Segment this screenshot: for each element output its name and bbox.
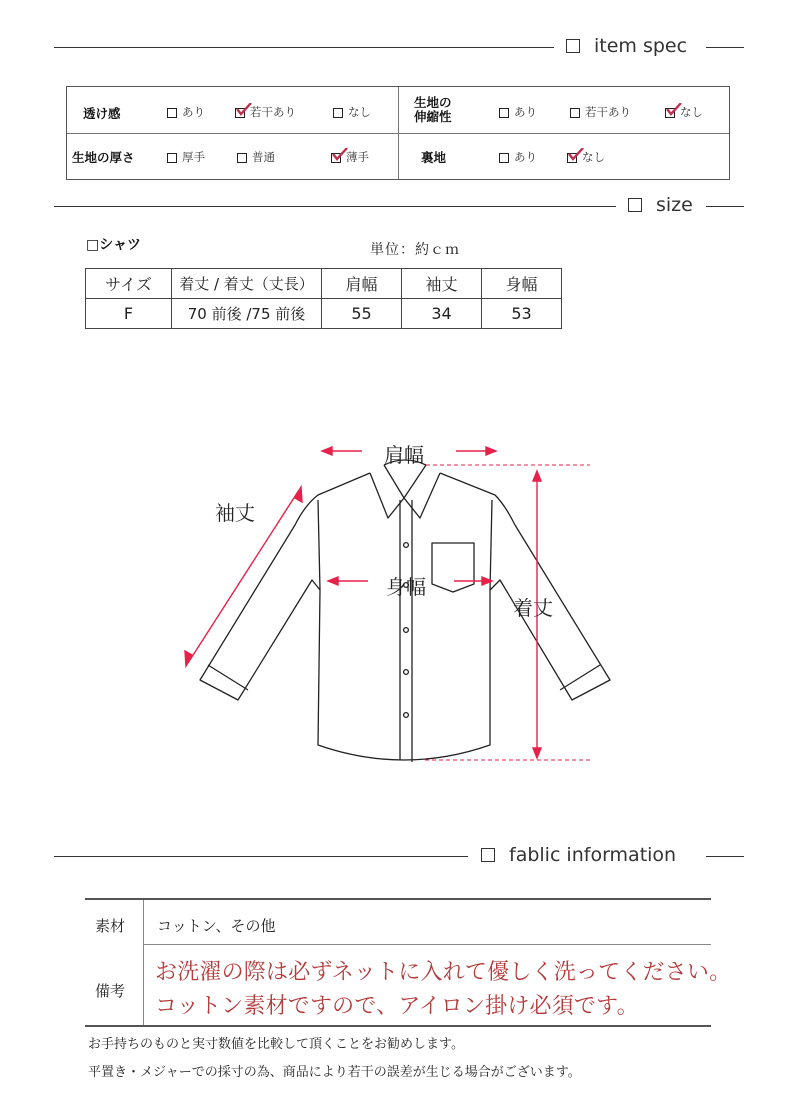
divider — [85, 1025, 711, 1027]
label-chest: 身幅 — [386, 575, 426, 599]
label-length: 着丈 — [513, 596, 553, 620]
fabric-heading: fablic information — [481, 844, 676, 866]
remarks-label: 備考 — [95, 982, 126, 1000]
table-cell: 55 — [322, 299, 402, 329]
table-header: 肩幅 — [322, 269, 402, 299]
divider — [85, 898, 711, 900]
table-header: 袖丈 — [402, 269, 482, 299]
label-sleeve: 袖丈 — [215, 501, 255, 525]
spec-option[interactable]: 若干あり — [570, 105, 631, 119]
spec-option[interactable]: なし — [567, 150, 605, 164]
checkbox-icon[interactable] — [570, 108, 580, 118]
material-value: コットン、その他 — [157, 917, 276, 935]
checkbox-checked-icon[interactable] — [567, 153, 577, 163]
note-line-2: 平置き・メジャーでの採寸の為、商品により若干の誤差が生じる場合がございます。 — [88, 1065, 581, 1080]
table-cell: 70 前後 /75 前後 — [172, 299, 322, 329]
checkbox-icon[interactable] — [499, 153, 509, 163]
item-spec-table — [66, 86, 730, 180]
checkbox-checked-icon[interactable] — [331, 153, 341, 163]
remarks-line-1: お洗濯の際は必ずネットに入れて優しく洗ってください。 — [155, 960, 732, 985]
checkbox-icon[interactable] — [237, 153, 247, 163]
size-table-title: □シャツ — [86, 237, 141, 253]
checkbox-checked-icon[interactable] — [235, 108, 245, 118]
spec-option[interactable]: なし — [333, 105, 371, 119]
table-row — [86, 269, 562, 299]
spec-option[interactable]: 普通 — [237, 150, 275, 164]
table-cell: F — [86, 299, 172, 329]
size-rule-left — [54, 206, 616, 207]
checkbox-icon[interactable] — [167, 108, 177, 118]
table-row — [86, 299, 562, 329]
spec-option[interactable]: 若干あり — [235, 105, 296, 119]
item-spec-rule-right — [706, 47, 744, 48]
spec-option[interactable]: 薄手 — [331, 150, 369, 164]
square-icon — [566, 39, 580, 53]
spec-label-lining: 裏地 — [421, 150, 447, 165]
label-shoulder: 肩幅 — [384, 443, 424, 467]
size-unit: 単位：約ｃｍ — [370, 242, 460, 258]
spec-option[interactable]: あり — [499, 150, 537, 164]
spec-option[interactable]: あり — [499, 105, 537, 119]
size-table — [85, 268, 562, 329]
table-header: 身幅 — [482, 269, 562, 299]
note-line-1: お手持ちのものと実寸数値を比較して頂くことをお勧めします。 — [88, 1037, 464, 1052]
checkbox-icon[interactable] — [333, 108, 343, 118]
square-icon — [481, 848, 495, 862]
spec-label-stretch: 生地の 伸縮性 — [414, 95, 452, 124]
size-heading: size — [628, 194, 693, 216]
checkbox-icon[interactable] — [499, 108, 509, 118]
spec-option[interactable]: あり — [167, 105, 205, 119]
checkbox-checked-icon[interactable] — [665, 108, 675, 118]
divider — [143, 944, 711, 945]
table-header: サイズ — [86, 269, 172, 299]
item-spec-rule-left — [54, 47, 554, 48]
divider — [143, 900, 144, 1025]
table-header: 着丈 / 着丈（丈長） — [172, 269, 322, 299]
spec-option[interactable]: なし — [665, 105, 703, 119]
table-cell: 53 — [482, 299, 562, 329]
fabric-rule-left — [54, 856, 468, 857]
spec-option[interactable]: 厚手 — [167, 150, 205, 164]
remarks-line-2: コットン素材ですので、アイロン掛け必須です。 — [155, 994, 639, 1019]
item-spec-heading: item spec — [566, 35, 687, 57]
fabric-rule-right — [706, 856, 744, 857]
square-icon — [628, 198, 642, 212]
divider — [398, 87, 399, 179]
table-cell: 34 — [402, 299, 482, 329]
spec-label-transparency: 透け感 — [83, 106, 121, 121]
spec-label-thickness: 生地の厚さ — [72, 150, 135, 165]
size-rule-right — [706, 206, 744, 207]
material-label: 素材 — [95, 917, 126, 935]
checkbox-icon[interactable] — [167, 153, 177, 163]
